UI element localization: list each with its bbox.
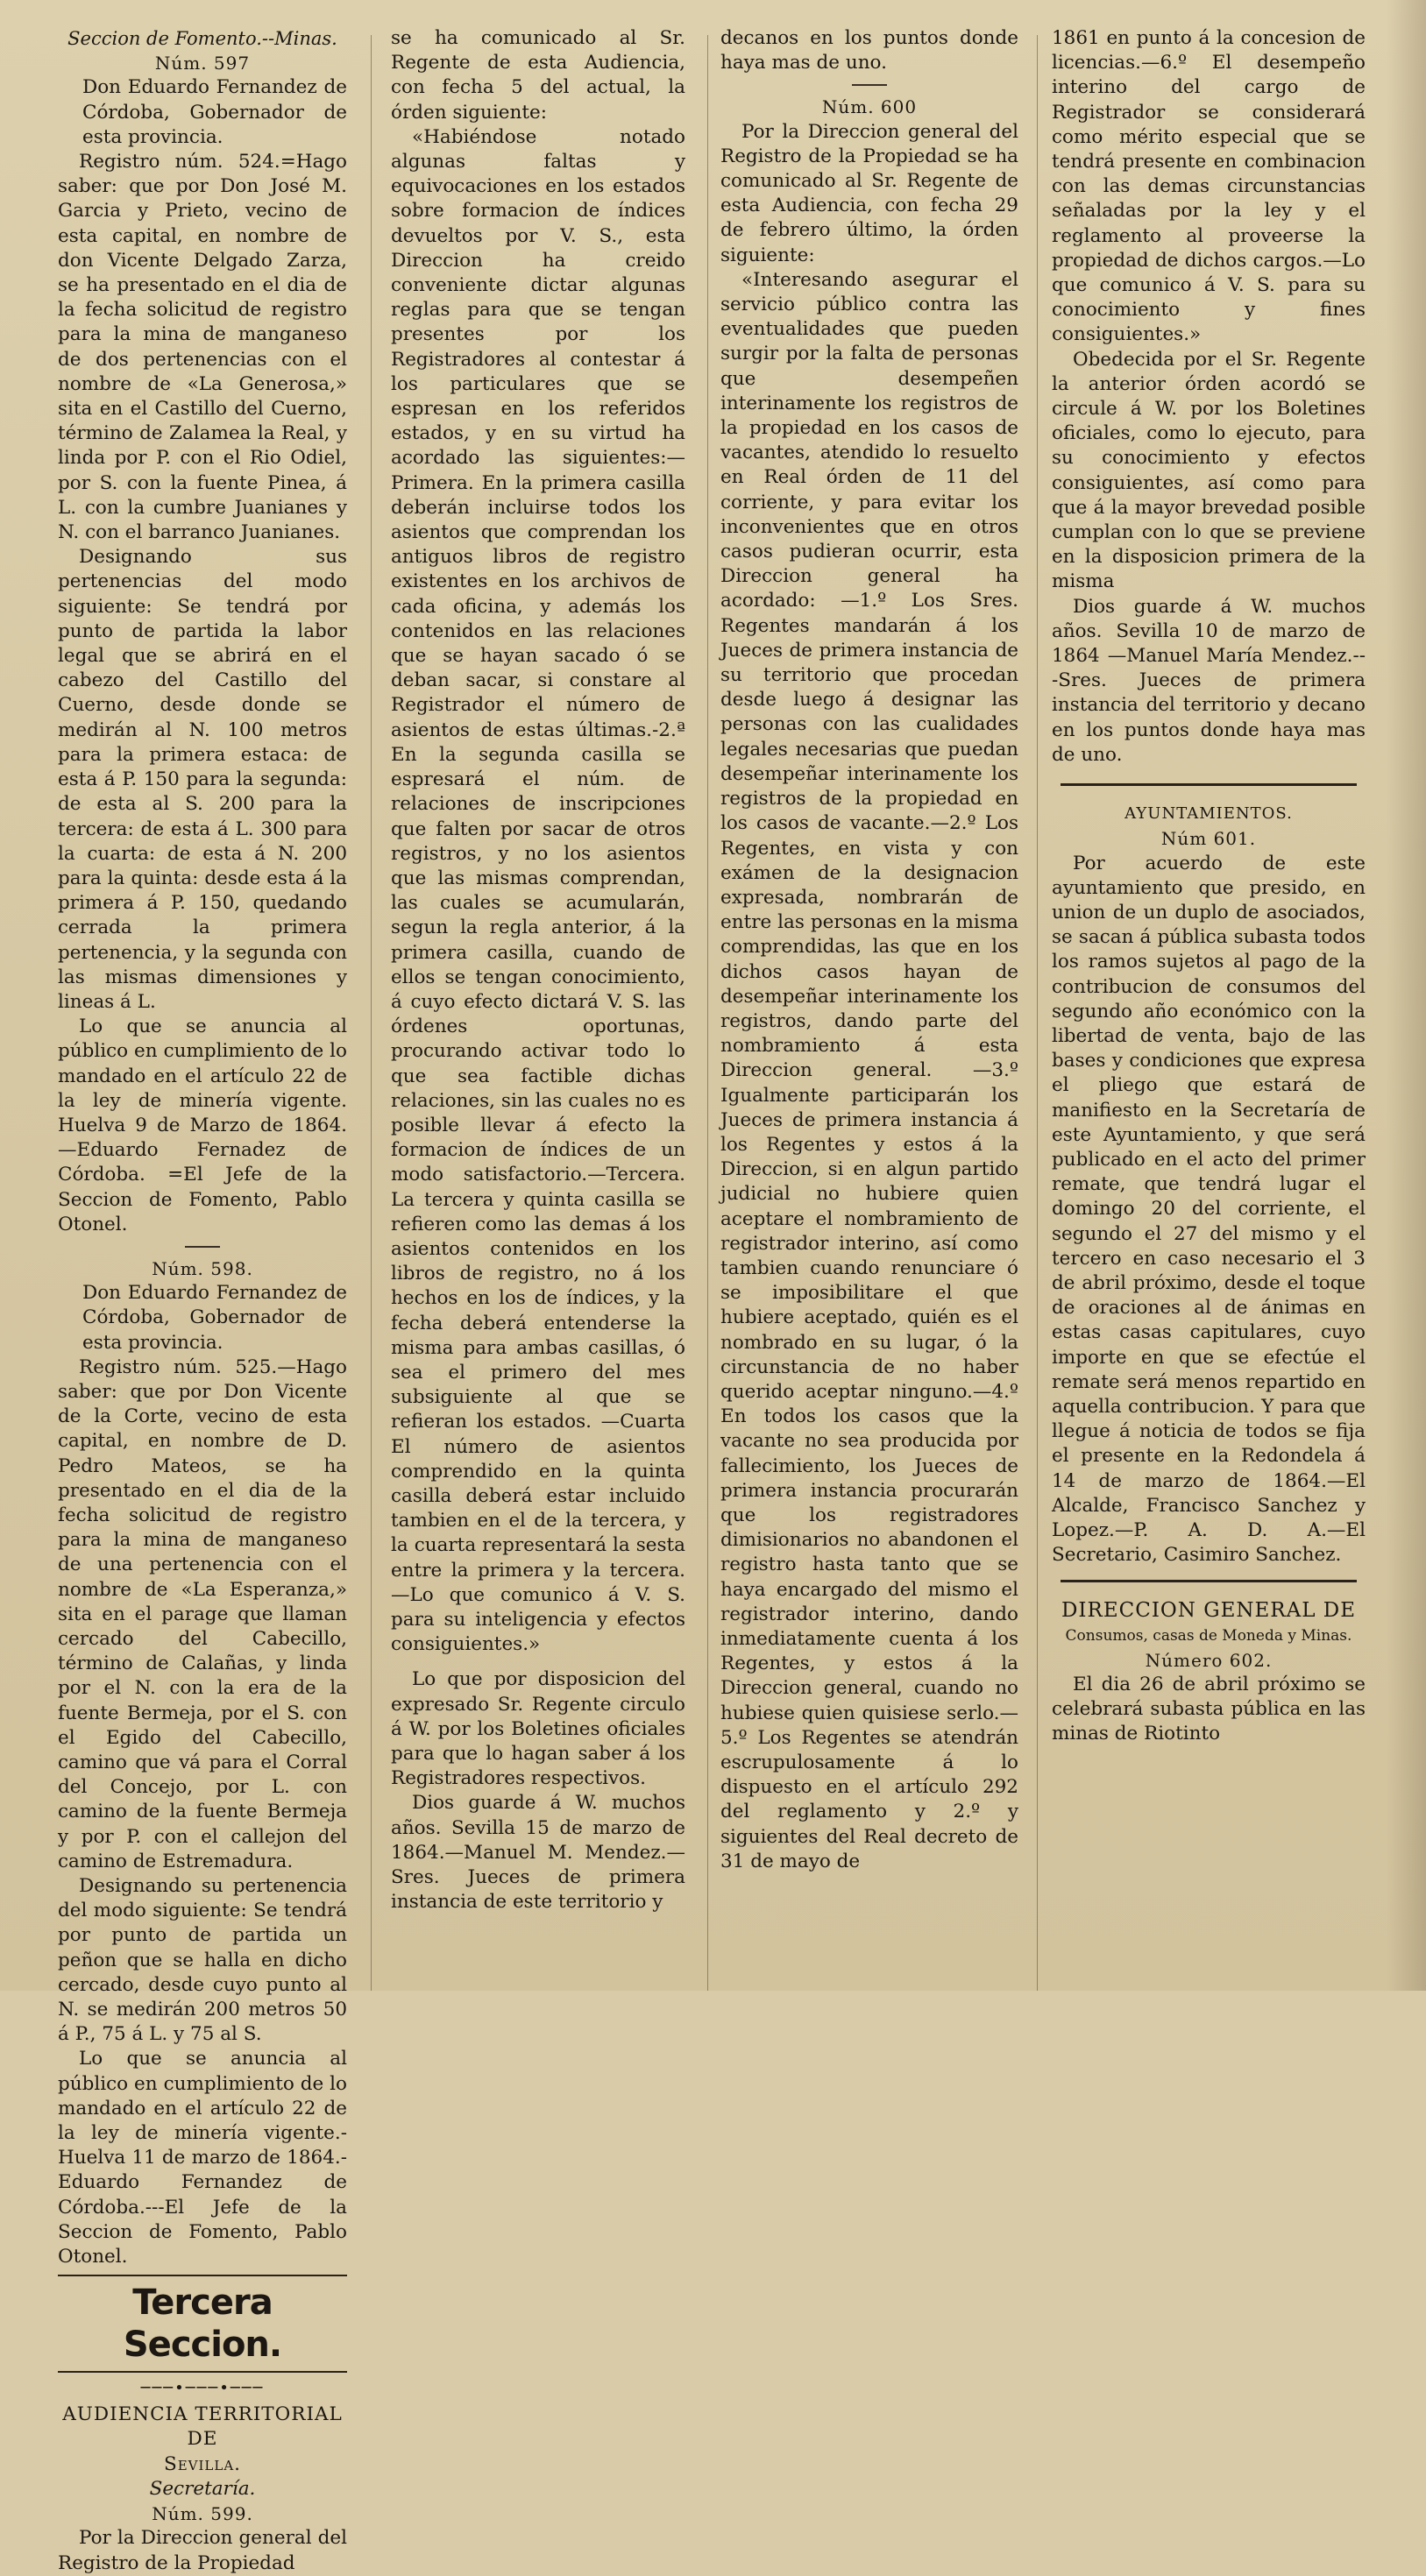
paragraph: El dia 26 de abril próximo se celebrará subasta pública en las minas de Riotinto: [1052, 1674, 1366, 1745]
notice-number: Núm. 599.: [152, 2503, 253, 2525]
section-title: Tercera Seccion.: [58, 2275, 347, 2373]
separator: [1061, 783, 1357, 786]
paragraph: Dios guarde á W. muchos años. Sevilla 15 de marzo de 1864.—Manuel M. Mendez.—Sres. Jueces de primera instancia de este territorio y: [391, 1792, 685, 1914]
paragraph: se ha comunicado al Sr. Regente de esta Audiencia, con fecha 5 del actual, la órden siguiente:: [391, 27, 685, 124]
paragraph: 1861 en punto á la concesion de licencias.—6.º El desempeño interino del cargo de Registrador se considerará como mérito especial que se tendrá presente en combinacion con las demas circunstancias señaladas por la ley y el reglamento al proveerse la propiedad de dichos cargos.—Lo que comunico á V. S. para su conocimiento y fines consiguientes.»: [1052, 27, 1366, 346]
section-subheading: Consumos, casas de Moneda y Minas.: [1065, 1626, 1352, 1645]
audiencia-title: AUDIENCIA TERRITORIAL DE: [62, 2403, 343, 2451]
paragraph: Por la Direccion general del Registro de la Propiedad se ha comunicado al Sr. Regente de esta Audiencia, con fecha 29 de febrero último, la órden siguiente:: [720, 120, 1018, 266]
paragraph: «Interesando asegurar el servicio público contra las eventualidades que pueden surgir por la falta de personas que desempeñen interinamente los registros de la propiedad en los casos de vacantes, atendido lo resuelto en Real órden de 11 del corriente, y para evitar los inconvenientes que en otros casos pudieran ocurrir, esta Direccion general ha acordado: —1.º Los Sres. Regentes mandarán á los Jueces de primera instancia de su territorio que procedan desde luego á designar las personas con las cualidades legales necesarias que puedan desempeñar interinamente los registros de la propiedad en los casos de vacante.—2.º Los Regentes, en vista y con exámen de la designacion expresada, nombrarán de entre las personas en la misma comprendidas, las que en los dichos casos hayan de desempeñar interinamente los registros, dando parte del nombramiento á esta Direccion general. —3.º Igualmente participarán los Jueces de primera instancia á los Regentes y estos á la Direccion, si en algun partido judicial no hubiere quien aceptare el nombramiento de registrador interino, así como tambien cuando renunciare ó se imposibilitare el que hubiere aceptado, quién es el nombrado en su lugar, ó la circunstancia de no haber querido aceptar ninguno.—4.º En todos los casos que la vacante no sea producida por fallecimiento, los Jueces de primera instancia procurarán que los registradores dimisionarios no abandonen el registro hasta tanto que se haya encargado del mismo el registrador interino, dando inmediatamente cuenta á los Regentes, y estos á la Direccion general, cuando no hubiese quien quisiese serlo.—5.º Los Regentes se atendrán escrupulosamente á lo dispuesto en el artículo 292 del reglamento y 2.º y siguientes del Real decreto de 31 de mayo de: [720, 268, 1018, 1872]
separator: [852, 84, 887, 86]
secretaria-heading: Secretaría.: [149, 2477, 256, 2500]
column-4: [1052, 26, 1366, 1991]
column-2: [391, 26, 685, 1991]
page-edge-shadow: [1387, 0, 1426, 1991]
notice-title: Don Eduardo Fernandez de Córdoba, Gobernador de esta provincia.: [82, 1282, 347, 1354]
audiencia-city: Sevilla.: [163, 2452, 242, 2475]
column-divider: [371, 35, 372, 1991]
paragraph: Lo que se anuncia al público en cumplimiento de lo mandado en el artículo 22 de la ley de minería vigente.- Huelva 11 de marzo de 1864.-Eduardo Fernandez de Córdoba.---El Jefe de la Seccion de Fomento, Pablo Otonel.: [58, 2048, 347, 2268]
notice-number: Núm. 597: [154, 53, 251, 74]
paragraph: Obedecida por el Sr. Regente la anterior órden acordó se circule á W. por los Boletines oficiales, como lo ejecuto, para su conocimiento y efectos consiguientes, así como para que á la mayor brevedad posible cumplan con lo que se previene en la disposicion primera de la misma: [1052, 348, 1366, 593]
paragraph: «Habiéndose notado algunas faltas y equivocaciones en los estados sobre formacion de índices devueltos por V. S., esta Direccion ha creido conveniente dictar algunas reglas para que se tengan presentes por los Registradores al contestar á los particulares que se espresan en los referidos estados, y en su virtud ha acordado las siguientes:—Primera. En la primera casilla deberán incluirse todos los asientos que comprendan los antiguos libros de registro existentes en los archivos de cada oficina, y además los contenidos en las relaciones que se hayan sacado ó se deban sacar, si constare al Registrador el número de asientos de estas últimas.-2.ª En la segunda casilla se espresará el núm. de relaciones de inscripciones que falten por sacar de otros registros, y no los asientos que las mismas comprendan, las cuales se acumularán, segun la regla anterior, á la primera casilla, cuando de ellos se tengan conocimiento, á cuyo efecto dictará V. S. las órdenes oportunas, procurando activar todo lo que sea factible dichas relaciones, sin las cuales no es posible llevar á efecto la formacion de índices de un modo satisfactorio.—Tercera. La tercera y quinta casilla se refieren como las demas á los asientos contenidos en los libros de registro, no á los hechos en los de índices, y la fecha deberá entenderse la misma para ambas casillas, ó sea el primero del mes subsiguiente al que se refieran los estados. —Cuarta El número de asientos comprendido en la quinta casilla deberá estar incluido tambien en el de la tercera, y la cuarta representará la sesta entre la primera y la tercera.—Lo que comunico á V. S. para su inteligencia y efectos consiguientes.»: [391, 125, 685, 1656]
paragraph: Designando su pertenencia del modo siguiente: Se tendrá por punto de partida un peñon que se halla en dicho cercado, desde cuyo punto al N. se medirán 200 metros 50 á P., 75 á L. y 75 al S.: [58, 1875, 347, 2046]
paragraph: Designando sus pertenencias del modo siguiente: Se tendrá por punto de partida la labor legal que se abrirá en el cabezo del Castillo del Cuerno, desde donde se medirán al N. 100 metros para la primera estaca: de esta á P. 150 para la segunda: de esta al S. 200 para la tercera: de esta á L. 300 para la cuarta: de esta á N. 200 para la quinta: desde esta á la primera á P. 150, quedando cerrada la primera pertenencia, y la segunda con las mismas dimensiones y lineas á L.: [58, 546, 347, 1013]
section-header: Seccion de Fomento.--Minas.: [67, 28, 337, 49]
paragraph: Registro núm. 525.—Hago saber: que por Don Vicente de la Corte, vecino de esta capital, en nombre de D. Pedro Mateos, se ha presentado en el dia de la fecha solicitud de registro para la mina de manganeso de una pertenencia con el nombre de «La Esperanza,» sita en el parage que llaman cercado del Cabecillo, término de Calañas, y linda por el N. con la era de la fuente Bermeja, por el S. con el Egido del Cabecillo, camino que vá para el Corral del Concejo, por L. con camino de la fuente Bermeja y por P. con el callejon del camino de Estremadura.: [58, 1355, 347, 1872]
notice-number: Número 602.: [1145, 1649, 1273, 1671]
notice-number: Núm. 600: [821, 96, 918, 118]
paragraph: decanos en los puntos donde haya mas de uno.: [720, 27, 1018, 74]
paragraph: Registro núm. 524.=Hago saber: que por Don José M. Garcia y Prieto, vecino de esta capital, en nombre de don Vicente Delgado Zarza, se ha presentado en el dia de la fecha solicitud de registro para la mina de manganeso de dos pertenencias con el nombre de «La Generosa,» sita en el Castillo del Cuerno, término de Zalamea la Real, y linda por P. con el Rio Odiel, por S. con la fuente Pinea, á L. con la cumbre Juanianes y N. con el barranco Juanianes.: [58, 151, 347, 544]
paragraph: Lo que se anuncia al público en cumplimiento de lo mandado en el artículo 22 de la ley de minería vigente. Huelva 9 de Marzo de 1864.—Eduardo Fernadez de Córdoba. =El Jefe de la Seccion de Fomento, Pablo Otonel.: [58, 1016, 347, 1235]
notice-number: Núm. 598.: [152, 1257, 253, 1279]
notice-number: Núm 601.: [1160, 828, 1257, 850]
section-heading: DIRECCION GENERAL DE: [1061, 1599, 1357, 1623]
column-divider: [707, 35, 708, 1991]
section-heading: AYUNTAMIENTOS.: [1124, 804, 1293, 824]
notice-title: Don Eduardo Fernandez de Córdoba, Gobernador de esta provincia.: [82, 76, 347, 148]
column-3: [720, 26, 1018, 1991]
separator: [185, 1246, 220, 1248]
separator: [1061, 1580, 1357, 1582]
paragraph: Por la Direccion general del Registro de la Propiedad: [58, 2527, 347, 2574]
column-divider: [1037, 35, 1038, 1991]
ornament: ───•───•───: [140, 2379, 265, 2398]
paragraph: Lo que por disposicion del expresado Sr. Regente circulo á W. por los Boletines oficiales para que lo hagan saber á los Registradores respectivos.: [391, 1668, 685, 1790]
paragraph: Por acuerdo de este ayuntamiento que presido, en union de un duplo de asociados, se sacan á pública subasta todos los ramos sujetos al pago de la contribucion de consumos del segundo año económico con la libertad de venta, bajo de las bases y condiciones que expresa el pliego que estará de manifiesto en la Secretaría de este Ayuntamiento, y que será publicado en el acto del primer remate, que tendrá lugar el domingo 20 del corriente, el segundo el 27 del mismo y el tercero en caso necesario el 3 de abril próximo, desde el toque de oraciones al de ánimas en estas casas capitulares, cuyo importe en que se efectúe el remate será menos repartido en aquella contribucion. Y para que llegue á noticia de todos se fija el presente en la Redondela á 14 de marzo de 1864.—El Alcalde, Francisco Sanchez y Lopez.—P. A. D. A.—El Secretario, Casimiro Sanchez.: [1052, 852, 1366, 1567]
column-1: [58, 26, 347, 2574]
paragraph: Dios guarde á W. muchos años. Sevilla 10 de marzo de 1864 —Manuel María Mendez.---Sres. Jueces de primera instancia del territorio y decano en los puntos donde haya mas de uno.: [1052, 595, 1366, 766]
